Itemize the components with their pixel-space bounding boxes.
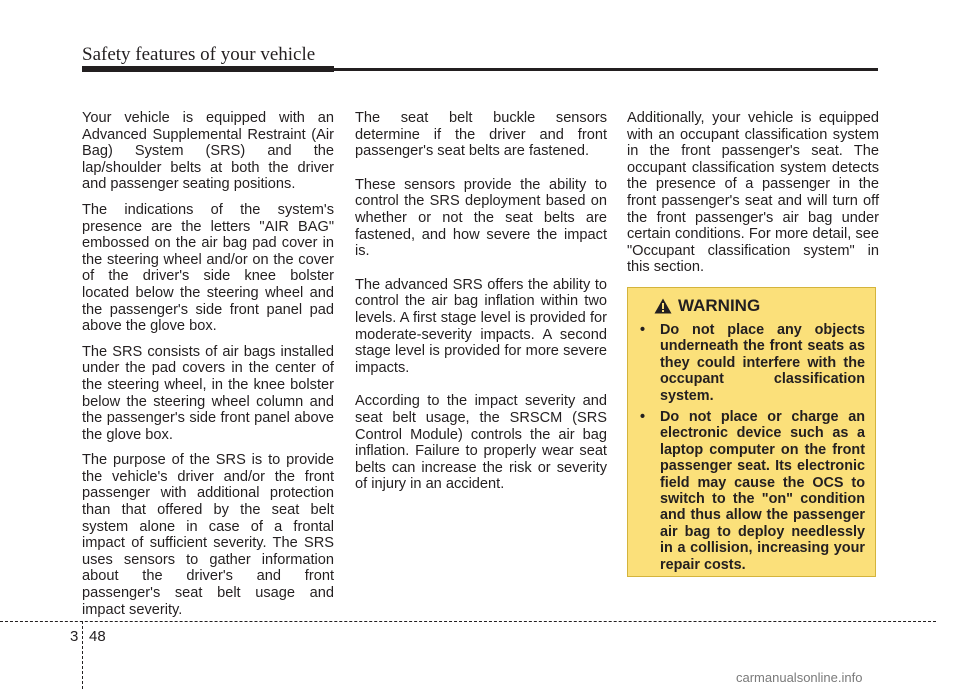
paragraph: The seat belt buckle sensors determine if the driver and front passenger's seat belts are fastened. bbox=[355, 110, 607, 160]
paragraph: The SRS consists of air bags installed under the pad covers in the center of the steering wheel, in the knee bolster below the steering wheel column and the passenger's side front panel above the glove box. bbox=[82, 343, 334, 443]
bullet: • bbox=[640, 322, 646, 338]
warning-item bbox=[638, 409, 865, 573]
paragraph: Additionally, your vehicle is equipped with an occupant classification system in the front passenger's seat. The occupant classification system detects the presence of a passenger in the front passenger's seat and will turn off the front passenger's air bag under certain conditions. For more detail, see "Occupant classification system" in this section. bbox=[627, 110, 879, 276]
paragraph: Your vehicle is equipped with an Advanced Supplemental Restraint (Air Bag) System (SRS) and the lap/shoulder belts at both the driver and passenger seating positions. bbox=[82, 110, 334, 193]
warning-box bbox=[627, 287, 876, 577]
paragraph: The purpose of the SRS is to provide the vehicle's driver and/or the front passenger with additional protection than that offered by the seat belt system alone in case of a frontal impact of sufficient severity. The SRS uses sensors to gather information about the driver's and front passenger's seat belt usage and impact severity. bbox=[82, 452, 334, 618]
warning-header bbox=[654, 296, 865, 316]
page-number: 48 bbox=[89, 628, 106, 645]
warning-item bbox=[638, 322, 865, 404]
header-rule bbox=[82, 68, 878, 71]
warning-item-text: Do not place or charge an electronic device such as a laptop computer on the front passenger seat. Its electronic field may cause the OCS to switch to the "on" condition and thus allow the passenger air bag to deploy needlessly in a collision, increasing your repair costs. bbox=[660, 409, 865, 573]
footer-rule bbox=[0, 621, 936, 622]
column-left bbox=[82, 110, 334, 627]
footer-divider bbox=[82, 621, 83, 689]
warning-item-text: Do not place any objects underneath the front seats as they could interfere with the occupant classification system. bbox=[660, 322, 865, 404]
paragraph: According to the impact severity and seat belt usage, the SRSCM (SRS Control Module) controls the air bag inflation. Failure to properly wear seat belts can increase the risk or severity of injury in an accident. bbox=[355, 393, 607, 493]
paragraph: The indications of the system's presence are the letters "AIR BAG" embossed on the air bag pad cover in the steering wheel and/or on the cover of the driver's side knee bolster located below the steering wheel and the passenger's side front panel pad above the glove box. bbox=[82, 201, 334, 335]
column-middle bbox=[355, 110, 607, 510]
paragraph: These sensors provide the ability to control the SRS deployment based on whether or not the seat belts are fastened, and how severe the impact is. bbox=[355, 176, 607, 260]
column-right bbox=[627, 110, 879, 285]
header-rule-accent bbox=[82, 66, 334, 72]
warning-list bbox=[638, 322, 865, 573]
watermark: carmanualsonline.info bbox=[736, 670, 863, 685]
bullet: • bbox=[640, 409, 646, 426]
paragraph: The advanced SRS offers the ability to control the air bag inflation within two levels. A first stage level is provided for moderate-severity impacts. A second stage level is provided for more severe impacts. bbox=[355, 276, 607, 376]
page-header-title: Safety features of your vehicle bbox=[82, 44, 316, 65]
warning-triangle-icon bbox=[654, 298, 672, 314]
chapter-number: 3 bbox=[70, 628, 79, 645]
warning-title: WARNING bbox=[678, 296, 761, 315]
